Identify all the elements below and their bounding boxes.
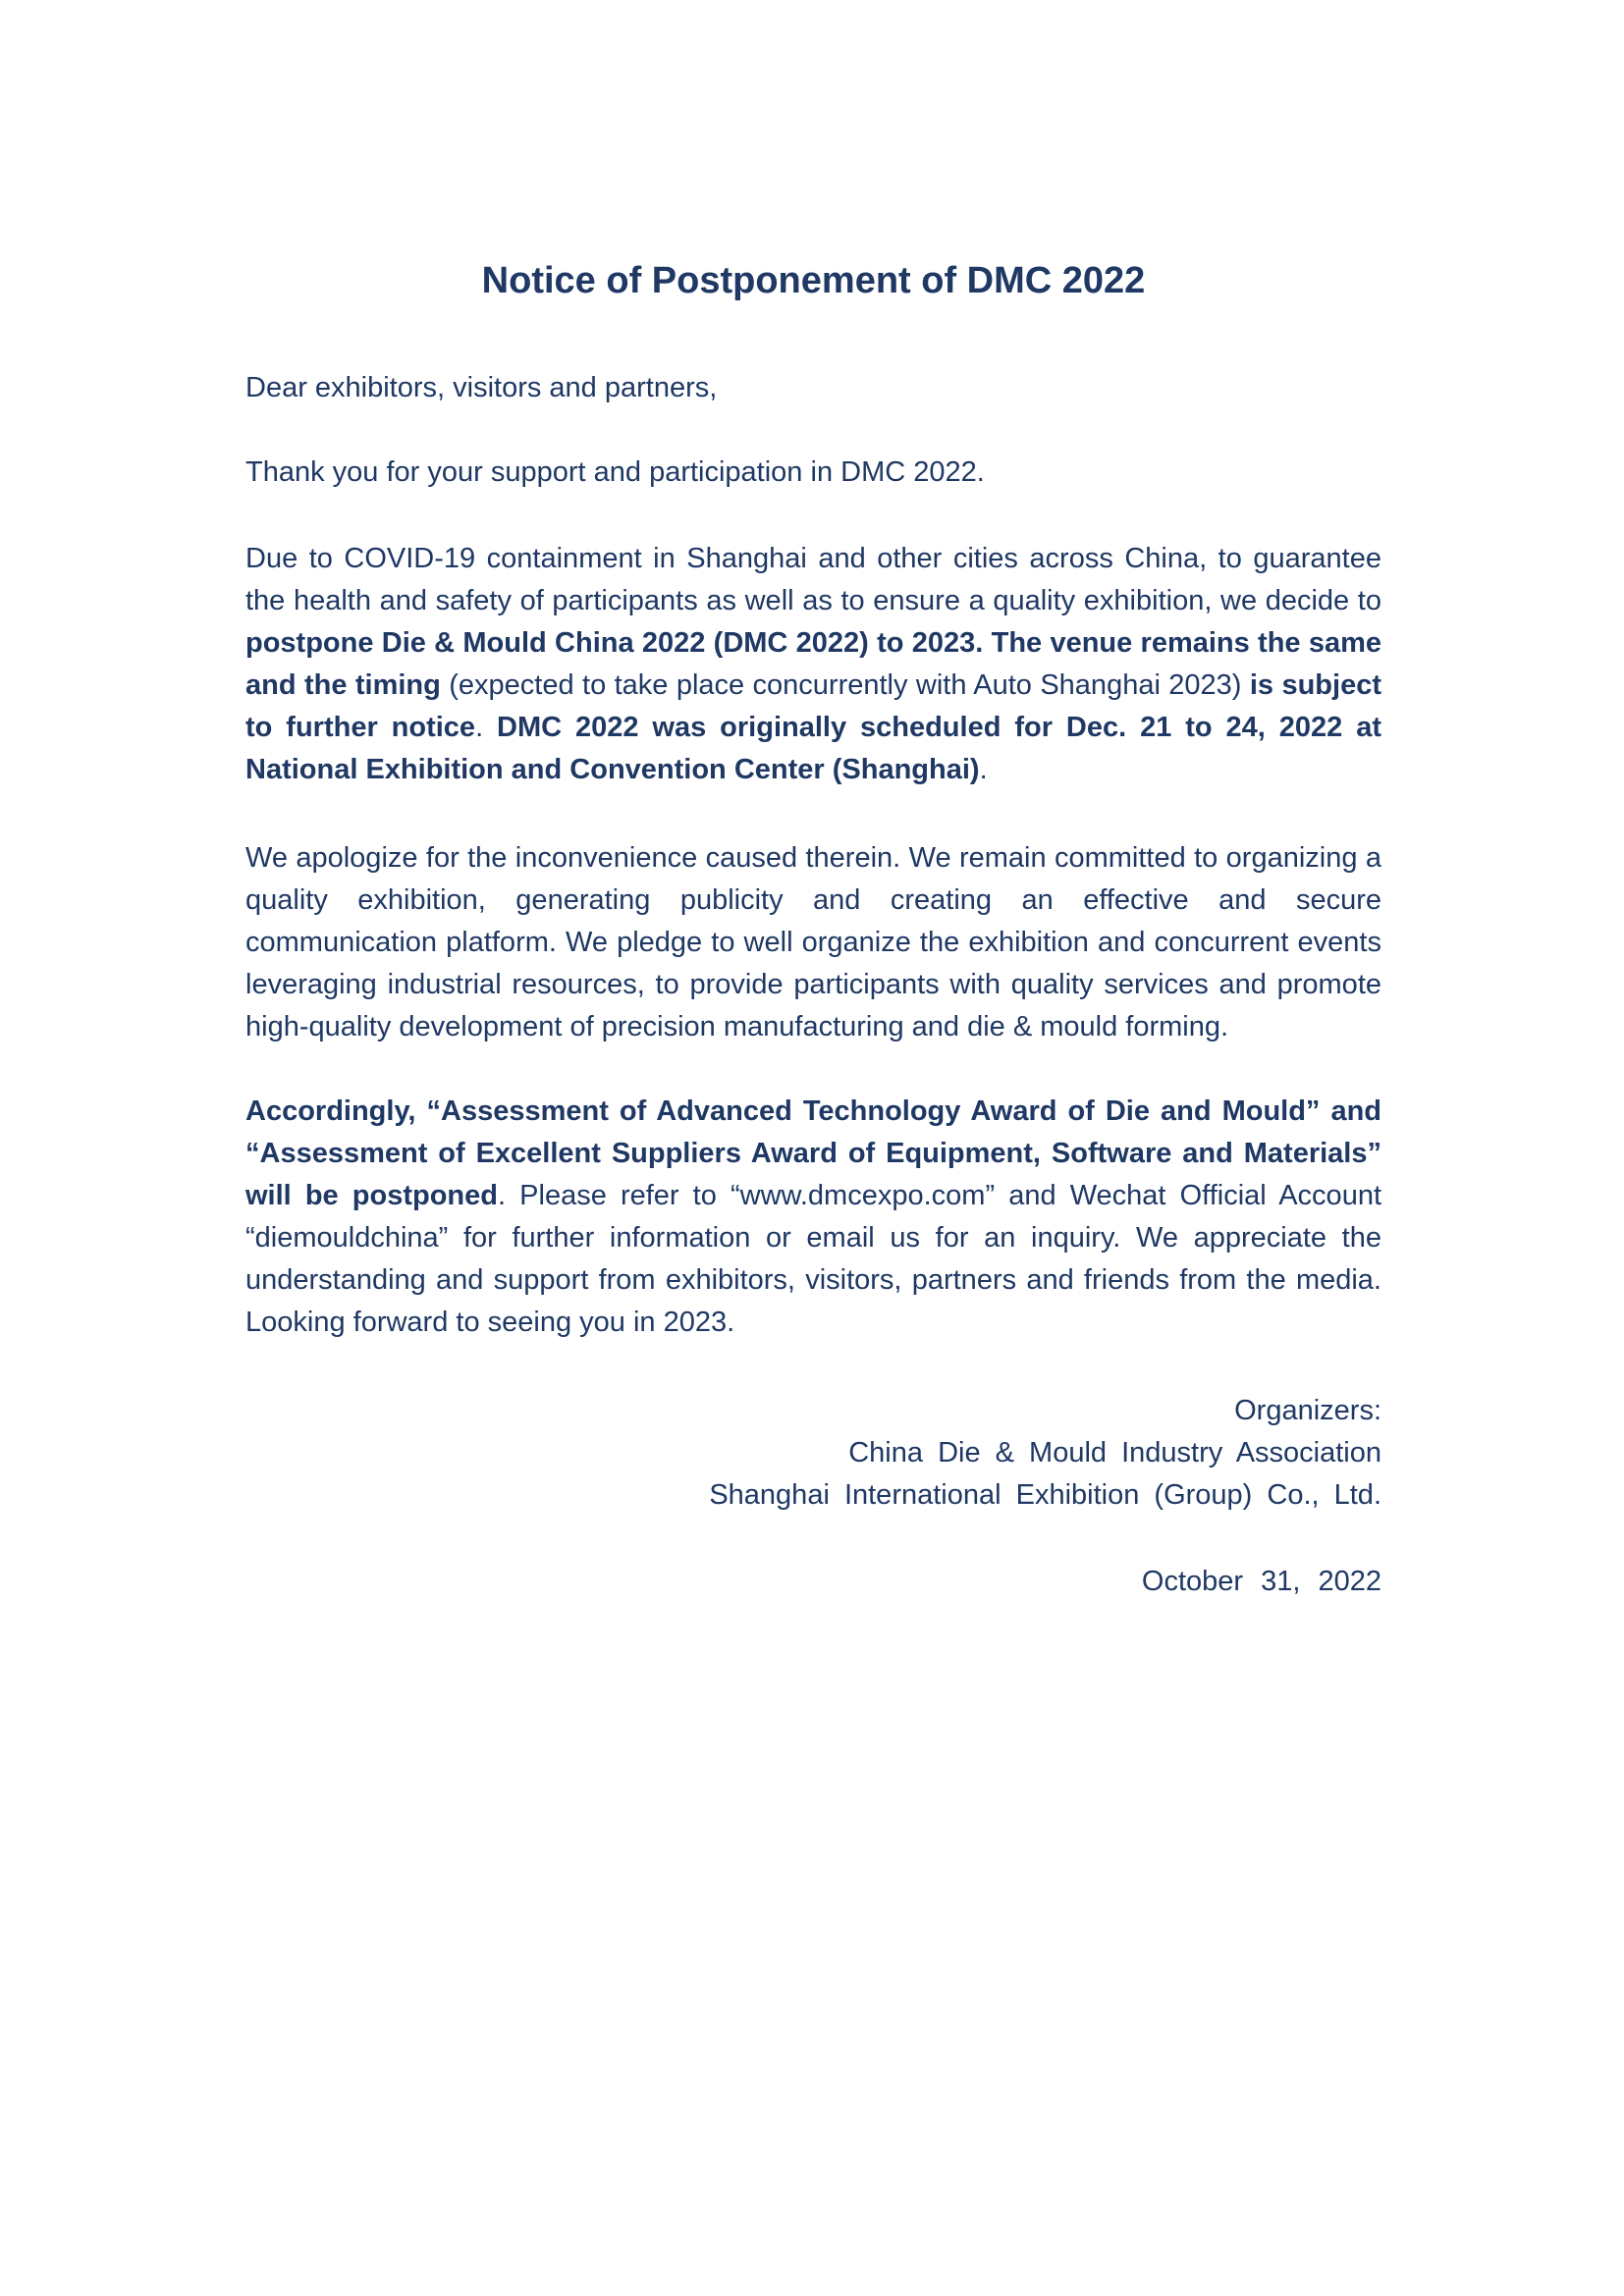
text-run: (expected to take place concurrently with Auto Shanghai 2023) (440, 669, 1250, 701)
text-run: . (979, 754, 988, 785)
text-run-bold: postpone Die & Mould China 2022 (DMC 2022) to 2023. The venue remains the same and the timing (245, 627, 1381, 701)
text-run-bold: is subject to further notice (245, 669, 1381, 743)
document-title: Notice of Postponement of DMC 2022 (481, 260, 1146, 301)
paragraph-awards (245, 1091, 1381, 1344)
text-run: Due to COVID-19 containment in Shanghai and other cities across China, to guarantee the health and safety of participants as well as to ensure a quality exhibition, we decide to (245, 543, 1381, 616)
salutation-line: Dear exhibitors, visitors and partners, (245, 372, 718, 403)
text-run-bold: DMC 2022 was originally scheduled for Dec. 21 to 24, 2022 at National Exhibition and Convention Center (Shanghai) (245, 712, 1381, 785)
organizer-exhibition-company: Shanghai International Exhibition (Group) Co., Ltd. (709, 1479, 1381, 1511)
date-line: October 31, 2022 (1141, 1566, 1381, 1597)
text-run: . (475, 712, 498, 743)
organizer-association: China Die & Mould Industry Association (848, 1437, 1381, 1468)
signature-block (245, 1390, 1381, 1517)
text-run-bold: Accordingly, “Assessment of Advanced Technology Award of Die and Mould” and “Assessment of Excellent Suppliers Award of Equipment, Software and Materials” will be postponed (245, 1095, 1381, 1211)
paragraph-apology: We apologize for the inconvenience caused therein. We remain committed to organizing a quality exhibition, generating publicity and creating an effective and secure communication platform. We pledge to well organize the exhibition and concurrent events leveraging industrial resources, to provide participants with quality services and promote high-quality development of precision manufacturing and die & mould forming. (245, 842, 1381, 1042)
thanks-line: Thank you for your support and participation in DMC 2022. (245, 456, 985, 488)
paragraph-postponement (245, 538, 1381, 791)
text-run: . Please refer to “www.dmcexpo.com” and Wechat Official Account “diemouldchina” for further information or email us for an inquiry. We appreciate the understanding and support from exhibitors, visitors, partners and friends from the media. Looking forward to seeing you in 2023. (245, 1180, 1382, 1338)
organizers-label: Organizers: (1234, 1395, 1381, 1426)
